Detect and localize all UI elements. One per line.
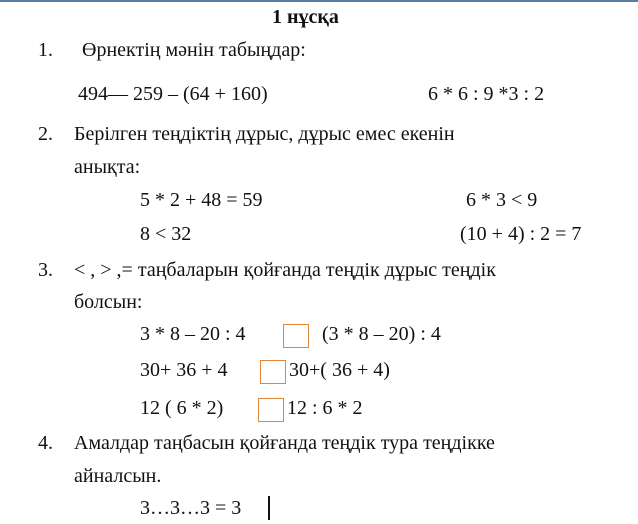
task-3-row1-right: (3 * 8 – 20) : 4 — [322, 323, 441, 345]
task-3-row3-right: 12 : 6 * 2 — [287, 397, 363, 419]
task-2-text-line2: анықта: — [74, 156, 141, 178]
task-3-number: 3. — [38, 259, 53, 281]
task-2-text-line1: Берілген теңдіктің дұрыс, дұрыс емес екенін — [74, 123, 455, 145]
task-4-text-line2: айналсын. — [74, 465, 162, 487]
task-1-number: 1. — [38, 39, 53, 61]
task-3-text-line2: болсын: — [74, 291, 143, 313]
task-1-expression-right: 6 * 6 : 9 *3 : 2 — [428, 83, 545, 105]
task-3-text-line1: < , > ,= таңбаларын қойғанда теңдік дұрыс теңдік — [74, 259, 496, 281]
answer-box-1[interactable] — [283, 324, 309, 348]
task-1-expression-left: 494― 259 – (64 + 160) — [78, 83, 268, 105]
task-2-row2-left: 8 < 32 — [140, 223, 192, 245]
task-3-row3-left: 12 ( 6 * 2) — [140, 397, 224, 419]
task-2-row1-left: 5 * 2 + 48 = 59 — [140, 189, 263, 211]
task-3-row1-left: 3 * 8 – 20 : 4 — [140, 323, 246, 345]
task-3-row2-left: 30+ 36 + 4 — [140, 359, 228, 381]
task-2-row2-right: (10 + 4) : 2 = 7 — [460, 223, 582, 245]
page-title: 1 нұсқа — [272, 6, 339, 28]
task-4-expression: 3…3…3 = 3 — [140, 497, 242, 519]
answer-box-3[interactable] — [258, 398, 284, 422]
task-4-text-line1: Амалдар таңбасын қойғанда теңдік тура теңдікке — [74, 432, 495, 454]
task-4-number: 4. — [38, 432, 53, 454]
task-1-text: Өрнектің мәнін табыңдар: — [82, 39, 306, 61]
task-3-row2-right: 30+( 36 + 4) — [289, 359, 390, 381]
top-rule — [0, 0, 638, 2]
text-cursor — [268, 496, 270, 520]
answer-box-2[interactable] — [260, 360, 286, 384]
task-2-number: 2. — [38, 123, 53, 145]
task-2-row1-right: 6 * 3 < 9 — [466, 189, 538, 211]
